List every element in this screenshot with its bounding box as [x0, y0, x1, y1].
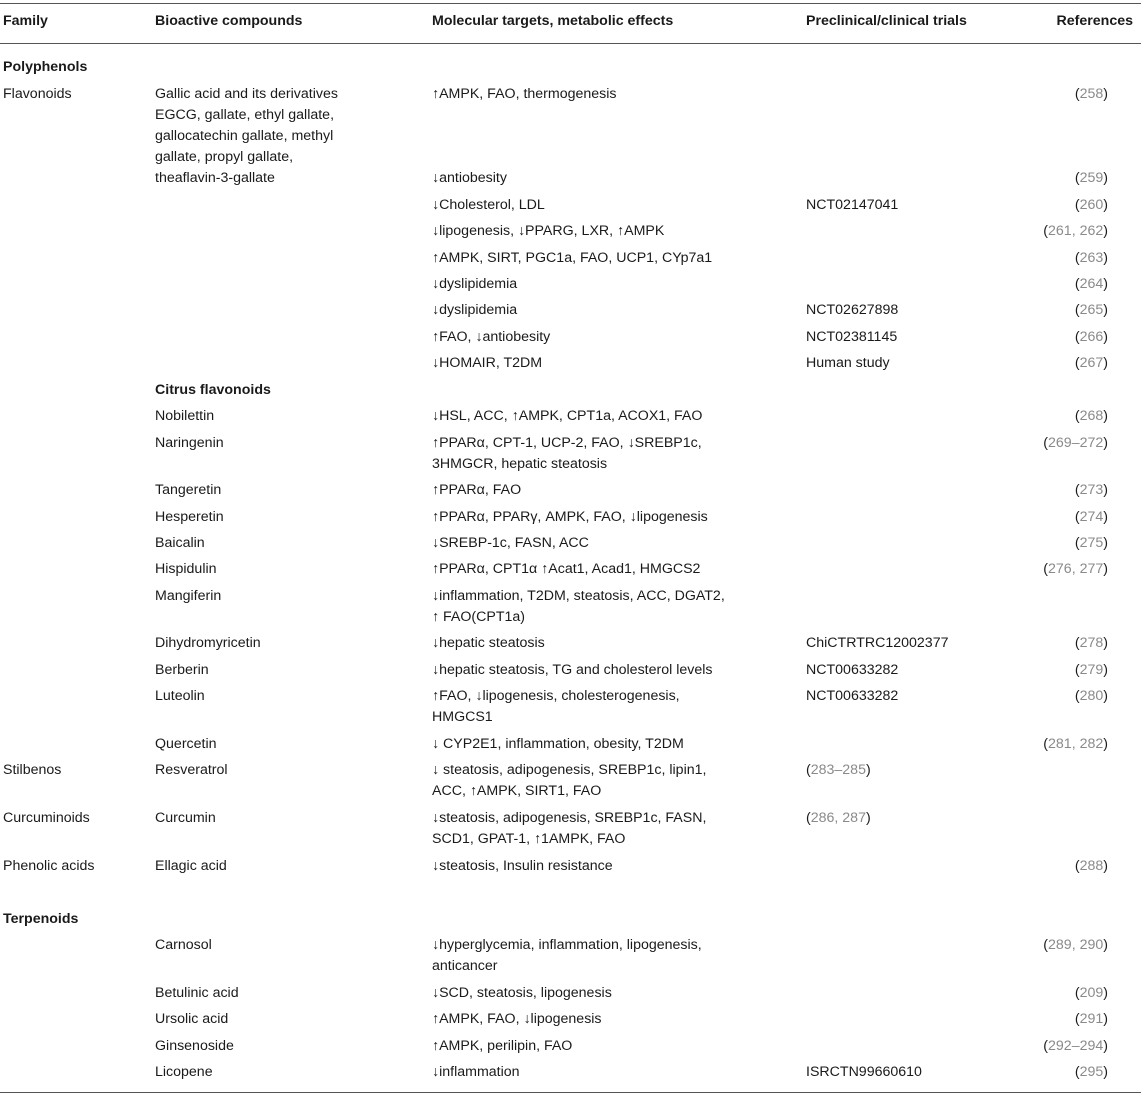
- reference-link[interactable]: 263: [1079, 250, 1104, 266]
- reference-link[interactable]: 276, 277: [1048, 561, 1104, 577]
- paren-close: ): [1103, 435, 1108, 451]
- targets-cell: ↓dyslipidemia: [432, 302, 518, 318]
- subsection-heading: Citrus flavonoids: [155, 382, 271, 398]
- paren-open: (: [1074, 985, 1080, 1001]
- trial-cell: NCT02627898: [806, 302, 899, 318]
- paren-close: ): [1103, 276, 1108, 292]
- reference-cell[interactable]: [1075, 84, 1108, 105]
- paren-close: ): [1103, 561, 1108, 577]
- targets-cell: ↓steatosis, Insulin resistance: [432, 858, 613, 874]
- targets-cell: ↓SREBP-1c, FASN, ACC: [432, 535, 589, 551]
- reference-cell[interactable]: [806, 808, 871, 829]
- reference-link[interactable]: 280: [1079, 688, 1104, 704]
- targets-cell: ↑PPARα, CPT-1, UCP-2, FAO, ↓SREBP1c,: [432, 435, 702, 451]
- paren-open: (: [1043, 1038, 1049, 1054]
- compound-cell: Quercetin: [155, 736, 217, 752]
- paren-close: ): [1103, 662, 1108, 678]
- paren-close: ): [1103, 1038, 1108, 1054]
- paren-close: ): [1103, 1064, 1108, 1080]
- trial-cell: NCT00633282: [806, 662, 899, 678]
- compound-cell: Hispidulin: [155, 561, 217, 577]
- paren-open: (: [1074, 482, 1080, 498]
- trial-cell: ISRCTN99660610: [806, 1064, 922, 1080]
- compound-cell: Dihydromyricetin: [155, 635, 261, 651]
- header-references: References: [1056, 13, 1133, 29]
- targets-cell: ↓Cholesterol, LDL: [432, 197, 545, 213]
- reference-link[interactable]: 286, 287: [810, 810, 866, 826]
- reference-cell[interactable]: [1075, 686, 1108, 707]
- compound-cell: Curcumin: [155, 810, 216, 826]
- reference-link[interactable]: 279: [1079, 662, 1104, 678]
- trial-cell: NCT00633282: [806, 688, 899, 704]
- compound-cell: Gallic acid and its derivatives: [155, 86, 338, 102]
- reference-link[interactable]: 273: [1079, 482, 1104, 498]
- reference-link[interactable]: 261, 262: [1048, 223, 1104, 239]
- compound-cell: theaflavin-3-gallate: [155, 170, 275, 186]
- paren-close: ): [1103, 223, 1108, 239]
- reference-link[interactable]: 259: [1079, 170, 1104, 186]
- targets-cell: 3HMGCR, hepatic steatosis: [432, 456, 608, 472]
- reference-link[interactable]: 289, 290: [1048, 937, 1104, 953]
- targets-cell: ↓inflammation, T2DM, steatosis, ACC, DGAT2,: [432, 588, 725, 604]
- reference-link[interactable]: 258: [1079, 86, 1104, 102]
- reference-link[interactable]: 266: [1079, 329, 1104, 345]
- paren-close: ): [865, 762, 871, 778]
- family-cell: Curcuminoids: [3, 810, 90, 826]
- targets-cell: ↓hepatic steatosis, TG and cholesterol levels: [432, 662, 713, 678]
- paren-close: ): [1103, 408, 1108, 424]
- paren-close: ): [1103, 858, 1108, 874]
- paren-open: (: [1074, 197, 1080, 213]
- header-targets: Molecular targets, metabolic effects: [432, 13, 674, 29]
- paren-close: ): [1103, 509, 1108, 525]
- compound-cell: Betulinic acid: [155, 985, 239, 1001]
- family-cell: Stilbenos: [3, 762, 62, 778]
- paren-close: ): [1103, 688, 1108, 704]
- reference-cell[interactable]: [1075, 633, 1108, 654]
- paren-open: (: [1074, 1011, 1080, 1027]
- reference-cell[interactable]: [1075, 300, 1108, 321]
- reference-cell[interactable]: [1043, 935, 1108, 956]
- paren-open: (: [1074, 329, 1080, 345]
- paren-close: ): [1103, 197, 1108, 213]
- paren-open: (: [1074, 250, 1080, 266]
- trial-cell: Human study: [806, 355, 890, 371]
- paren-open: (: [1043, 435, 1049, 451]
- paren-open: (: [806, 810, 811, 826]
- reference-cell[interactable]: [1043, 734, 1108, 755]
- reference-cell[interactable]: [1043, 221, 1108, 242]
- targets-cell: ↓hyperglycemia, inflammation, lipogenesis,: [432, 937, 702, 953]
- paren-close: ): [1103, 1011, 1108, 1027]
- reference-link[interactable]: 265: [1079, 302, 1104, 318]
- paren-open: (: [1074, 302, 1080, 318]
- reference-cell[interactable]: [1075, 248, 1108, 269]
- reference-cell[interactable]: [1075, 168, 1108, 189]
- reference-cell[interactable]: [1075, 1062, 1108, 1083]
- targets-cell: ↑FAO, ↓lipogenesis, cholesterogenesis,: [432, 688, 680, 704]
- reference-cell[interactable]: [1043, 559, 1108, 580]
- reference-cell[interactable]: [1075, 480, 1108, 501]
- compound-cell: Luteolin: [155, 688, 205, 704]
- reference-cell[interactable]: [1075, 1009, 1108, 1030]
- reference-cell[interactable]: [1075, 195, 1108, 216]
- paren-close: ): [865, 810, 871, 826]
- compound-cell: Ginsenoside: [155, 1038, 234, 1054]
- reference-cell[interactable]: [1043, 1036, 1108, 1057]
- reference-link[interactable]: 288: [1079, 858, 1104, 874]
- paren-close: ): [1103, 736, 1108, 752]
- family-cell: Phenolic acids: [3, 858, 95, 874]
- header-rule: [0, 43, 1141, 44]
- compound-cell: Tangeretin: [155, 482, 222, 498]
- reference-cell[interactable]: [1075, 406, 1108, 427]
- reference-cell[interactable]: [1075, 660, 1108, 681]
- paren-open: (: [1074, 355, 1080, 371]
- reference-link[interactable]: 274: [1079, 509, 1104, 525]
- paren-open: (: [1074, 635, 1080, 651]
- trial-cell: NCT02381145: [806, 329, 898, 345]
- targets-cell: ↓hepatic steatosis: [432, 635, 545, 651]
- section-heading: Polyphenols: [3, 59, 88, 75]
- compound-cell: gallate, propyl gallate,: [155, 149, 294, 165]
- paren-close: ): [1103, 250, 1108, 266]
- paren-open: (: [1074, 858, 1080, 874]
- compound-cell: Ursolic acid: [155, 1011, 229, 1027]
- trial-cell: NCT02147041: [806, 197, 899, 213]
- targets-cell: ↓ steatosis, adipogenesis, SREBP1c, lipin1,: [432, 762, 707, 778]
- reference-cell[interactable]: [1075, 856, 1108, 877]
- reference-link[interactable]: 295: [1079, 1064, 1104, 1080]
- table-bottom-rule: [0, 1092, 1141, 1093]
- compound-cell: Resveratrol: [155, 762, 228, 778]
- reference-link[interactable]: 264: [1079, 276, 1104, 292]
- paren-open: (: [1074, 1064, 1080, 1080]
- paren-open: (: [1074, 408, 1080, 424]
- targets-cell: ↑ FAO(CPT1a): [432, 609, 526, 625]
- paren-close: ): [1103, 985, 1108, 1001]
- targets-cell: ↓steatosis, adipogenesis, SREBP1c, FASN,: [432, 810, 707, 826]
- paren-open: (: [1074, 509, 1080, 525]
- paren-close: ): [1103, 937, 1108, 953]
- paren-open: (: [1074, 170, 1080, 186]
- compound-cell: Naringenin: [155, 435, 224, 451]
- targets-cell: ↓HOMAIR, T2DM: [432, 355, 543, 371]
- paren-close: ): [1103, 482, 1108, 498]
- reference-link[interactable]: 260: [1079, 197, 1104, 213]
- compound-cell: Berberin: [155, 662, 209, 678]
- reference-link[interactable]: 209: [1079, 985, 1104, 1001]
- paren-close: ): [1103, 635, 1108, 651]
- targets-cell: anticancer: [432, 958, 498, 974]
- reference-cell[interactable]: [1075, 327, 1108, 348]
- targets-cell: ↑AMPK, perilipin, FAO: [432, 1038, 573, 1054]
- targets-cell: ↑PPARα, CPT1α ↑Acat1, Acad1, HMGCS2: [432, 561, 701, 577]
- compound-cell: Nobilettin: [155, 408, 215, 424]
- reference-link[interactable]: 292–294: [1048, 1038, 1104, 1054]
- paren-open: (: [1043, 937, 1049, 953]
- table-top-rule: [0, 3, 1141, 4]
- header-family: Family: [3, 13, 48, 29]
- reference-link[interactable]: 268: [1079, 408, 1104, 424]
- targets-cell: ↓inflammation: [432, 1064, 520, 1080]
- targets-cell: ↓antiobesity: [432, 170, 507, 186]
- targets-cell: HMGCS1: [432, 709, 493, 725]
- reference-link[interactable]: 275: [1079, 535, 1104, 551]
- targets-cell: ↑AMPK, FAO, ↓lipogenesis: [432, 1011, 602, 1027]
- reference-cell[interactable]: [1075, 274, 1108, 295]
- paren-open: (: [1074, 276, 1080, 292]
- targets-cell: SCD1, GPAT-1, ↑1AMPK, FAO: [432, 831, 626, 847]
- paren-close: ): [1103, 170, 1108, 186]
- paren-open: (: [1074, 688, 1080, 704]
- header-compounds: Bioactive compounds: [155, 13, 303, 29]
- targets-cell: ACC, ↑AMPK, SIRT1, FAO: [432, 783, 602, 799]
- paren-open: (: [1043, 561, 1049, 577]
- reference-cell[interactable]: [1043, 433, 1108, 454]
- compound-cell: Mangiferin: [155, 588, 222, 604]
- reference-cell[interactable]: [1075, 533, 1108, 554]
- targets-cell: ↓dyslipidemia: [432, 276, 518, 292]
- compound-cell: Hesperetin: [155, 509, 224, 525]
- paren-close: ): [1103, 355, 1108, 371]
- paren-open: (: [1043, 223, 1049, 239]
- paren-open: (: [1043, 736, 1049, 752]
- targets-cell: ↑PPARα, PPARγ, AMPK, FAO, ↓lipogenesis: [432, 509, 708, 525]
- reference-cell[interactable]: [806, 760, 871, 781]
- paren-close: ): [1103, 86, 1108, 102]
- targets-cell: ↓HSL, ACC, ↑AMPK, CPT1a, ACOX1, FAO: [432, 408, 703, 424]
- reference-link[interactable]: 278: [1079, 635, 1104, 651]
- section-heading: Terpenoids: [3, 911, 79, 927]
- targets-cell: ↓ CYP2E1, inflammation, obesity, T2DM: [432, 736, 684, 752]
- family-cell: Flavonoids: [3, 86, 72, 102]
- targets-cell: ↓lipogenesis, ↓PPARG, LXR, ↑AMPK: [432, 223, 665, 239]
- targets-cell: ↑FAO, ↓antiobesity: [432, 329, 551, 345]
- paren-open: (: [1074, 535, 1080, 551]
- paren-open: (: [806, 762, 811, 778]
- compound-cell: Baicalin: [155, 535, 205, 551]
- targets-cell: ↓SCD, steatosis, lipogenesis: [432, 985, 612, 1001]
- header-trials: Preclinical/clinical trials: [806, 13, 967, 29]
- reference-link[interactable]: 269–272: [1048, 435, 1104, 451]
- targets-cell: ↑AMPK, SIRT, PGC1a, FAO, UCP1, CYp7a1: [432, 250, 713, 266]
- reference-cell[interactable]: [1075, 353, 1108, 374]
- compound-cell: gallocatechin gallate, methyl: [155, 128, 334, 144]
- reference-cell[interactable]: [1075, 983, 1108, 1004]
- compound-cell: Carnosol: [155, 937, 212, 953]
- targets-cell: ↑PPARα, FAO: [432, 482, 522, 498]
- reference-link[interactable]: 283–285: [810, 762, 866, 778]
- targets-cell: ↑AMPK, FAO, thermogenesis: [432, 86, 617, 102]
- compound-cell: Ellagic acid: [155, 858, 227, 874]
- reference-cell[interactable]: [1075, 507, 1108, 528]
- compound-cell: Licopene: [155, 1064, 213, 1080]
- reference-link[interactable]: 267: [1079, 355, 1104, 371]
- trial-cell: ChiCTRTRC12002377: [806, 635, 949, 651]
- paren-open: (: [1074, 86, 1080, 102]
- paren-close: ): [1103, 302, 1108, 318]
- paren-open: (: [1074, 662, 1080, 678]
- paren-close: ): [1103, 329, 1108, 345]
- reference-link[interactable]: 281, 282: [1048, 736, 1104, 752]
- reference-link[interactable]: 291: [1079, 1011, 1104, 1027]
- paren-close: ): [1103, 535, 1108, 551]
- compound-cell: EGCG, gallate, ethyl gallate,: [155, 107, 335, 123]
